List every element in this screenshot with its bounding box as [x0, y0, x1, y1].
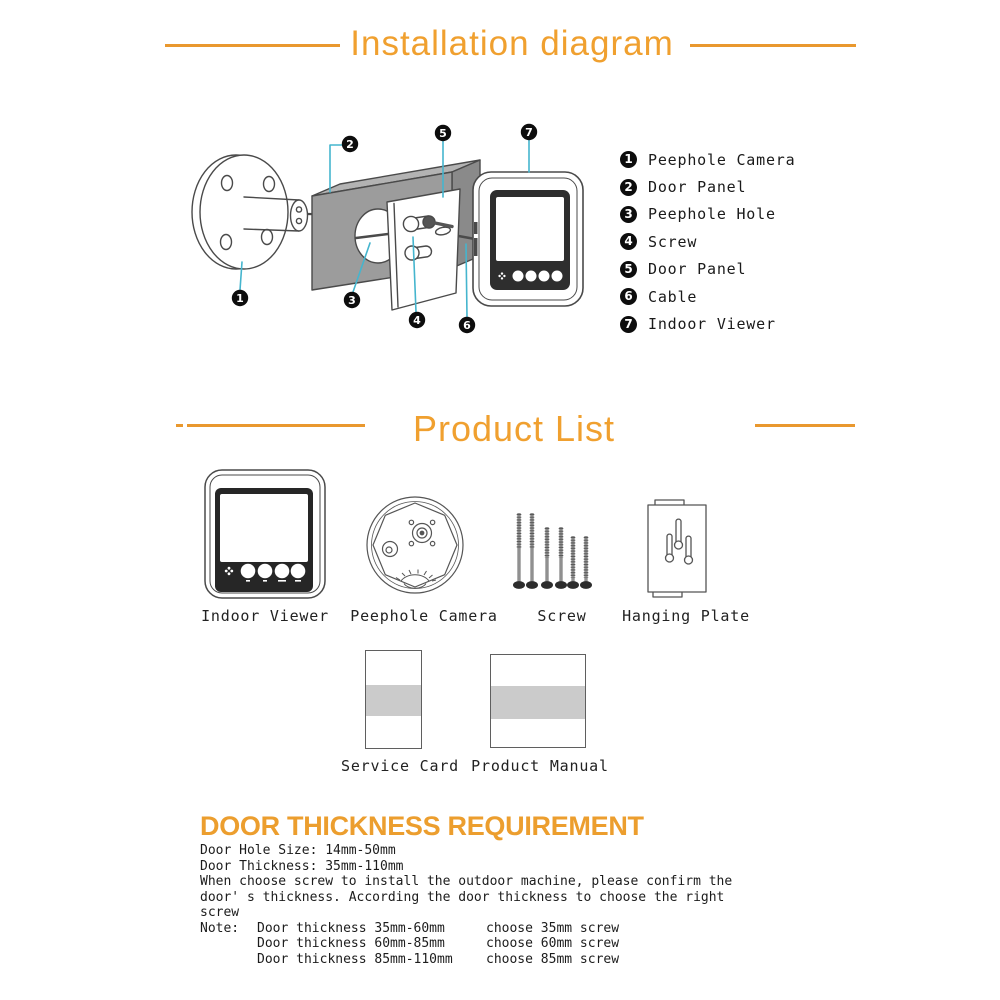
legend-badge: 4 — [620, 233, 637, 250]
badge-7: 7 — [525, 126, 533, 139]
note-row — [200, 936, 800, 952]
hanging-plate-image — [640, 495, 720, 605]
note-thickness: Door thickness 35mm-60mm — [257, 920, 445, 936]
legend-badge: 1 — [620, 151, 637, 168]
label-indoor-viewer: Indoor Viewer — [201, 607, 329, 625]
note-label-spacer — [200, 936, 257, 952]
peephole-camera-image — [360, 490, 490, 605]
legend-item — [620, 283, 795, 310]
label-peephole-camera: Peephole Camera — [350, 607, 498, 625]
note-screw: choose 60mm screw — [486, 936, 620, 951]
service-card-image — [365, 650, 422, 749]
card-band — [366, 685, 421, 716]
legend-item — [620, 146, 795, 173]
legend-badge: 2 — [620, 179, 637, 196]
legend-label: Door Panel — [648, 178, 747, 197]
note-label: Note: — [200, 920, 240, 936]
badge-5: 5 — [439, 127, 447, 140]
legend-item — [620, 256, 795, 283]
screw-drawing — [423, 216, 435, 228]
legend-label: Peephole Hole — [648, 205, 776, 224]
label-product-manual: Product Manual — [471, 757, 609, 775]
label-hanging-plate: Hanging Plate — [622, 607, 750, 625]
legend-item — [620, 310, 795, 337]
note-screw: choose 85mm screw — [486, 951, 620, 967]
legend-label: Screw — [648, 232, 698, 251]
legend-badge: 7 — [620, 316, 637, 333]
door-thickness-heading: DOOR THICKNESS REQUIREMENT — [200, 811, 644, 841]
header-dash — [176, 424, 183, 427]
header-line-left — [165, 44, 340, 47]
badge-3: 3 — [348, 294, 356, 307]
badge-6: 6 — [463, 319, 471, 332]
door-hole-size-line: Door Hole Size: 14mm-50mm — [200, 843, 396, 858]
screws-image — [505, 500, 605, 600]
lens-detail — [409, 520, 435, 546]
legend-label: Peephole Camera — [648, 150, 796, 169]
header-line-right — [755, 424, 855, 427]
note-thickness: Door thickness 85mm-110mm — [257, 951, 453, 967]
note-row — [200, 921, 800, 937]
product-list-title: Product List — [412, 408, 616, 449]
legend-item — [620, 228, 795, 255]
manual-band — [491, 686, 585, 719]
door-panel-plate-drawing — [387, 189, 460, 310]
paragraph-line: screw — [200, 905, 240, 920]
note-screw: choose 35mm screw — [486, 920, 620, 936]
badge-4: 4 — [413, 314, 421, 327]
indoor-viewer-drawing — [473, 172, 583, 306]
label-screw: Screw — [537, 607, 587, 625]
note-label-spacer — [200, 952, 257, 968]
door-thickness-line: Door Thickness: 35mm-110mm — [200, 858, 404, 874]
installation-title: Installation diagram — [350, 24, 674, 63]
product-manual-image — [490, 654, 586, 748]
label-service-card: Service Card — [341, 757, 459, 775]
legend-badge: 6 — [620, 288, 637, 305]
paragraph-line: door' s thickness. According the door thickness to choose the right — [200, 889, 725, 905]
door-thickness-body — [200, 843, 800, 967]
note-thickness: Door thickness 60mm-85mm — [257, 936, 445, 951]
installation-diagram — [180, 110, 620, 350]
legend-label: Door Panel — [648, 260, 747, 279]
note-row — [200, 952, 800, 968]
screw-detail — [383, 542, 398, 557]
legend-badge: 3 — [620, 206, 637, 223]
parts-legend — [620, 146, 795, 338]
legend-label: Indoor Viewer — [648, 315, 776, 334]
badge-2: 2 — [346, 138, 354, 151]
badge-1: 1 — [236, 292, 244, 305]
indoor-viewer-image — [200, 465, 330, 605]
paragraph-line: When choose screw to install the outdoor machine, please confirm the — [200, 874, 733, 889]
legend-badge: 5 — [620, 261, 637, 278]
header-line-left — [187, 424, 365, 427]
header-line-right — [690, 44, 856, 47]
legend-item — [620, 201, 795, 228]
screw-set — [513, 513, 592, 589]
legend-item — [620, 173, 795, 200]
legend-label: Cable — [648, 287, 698, 306]
